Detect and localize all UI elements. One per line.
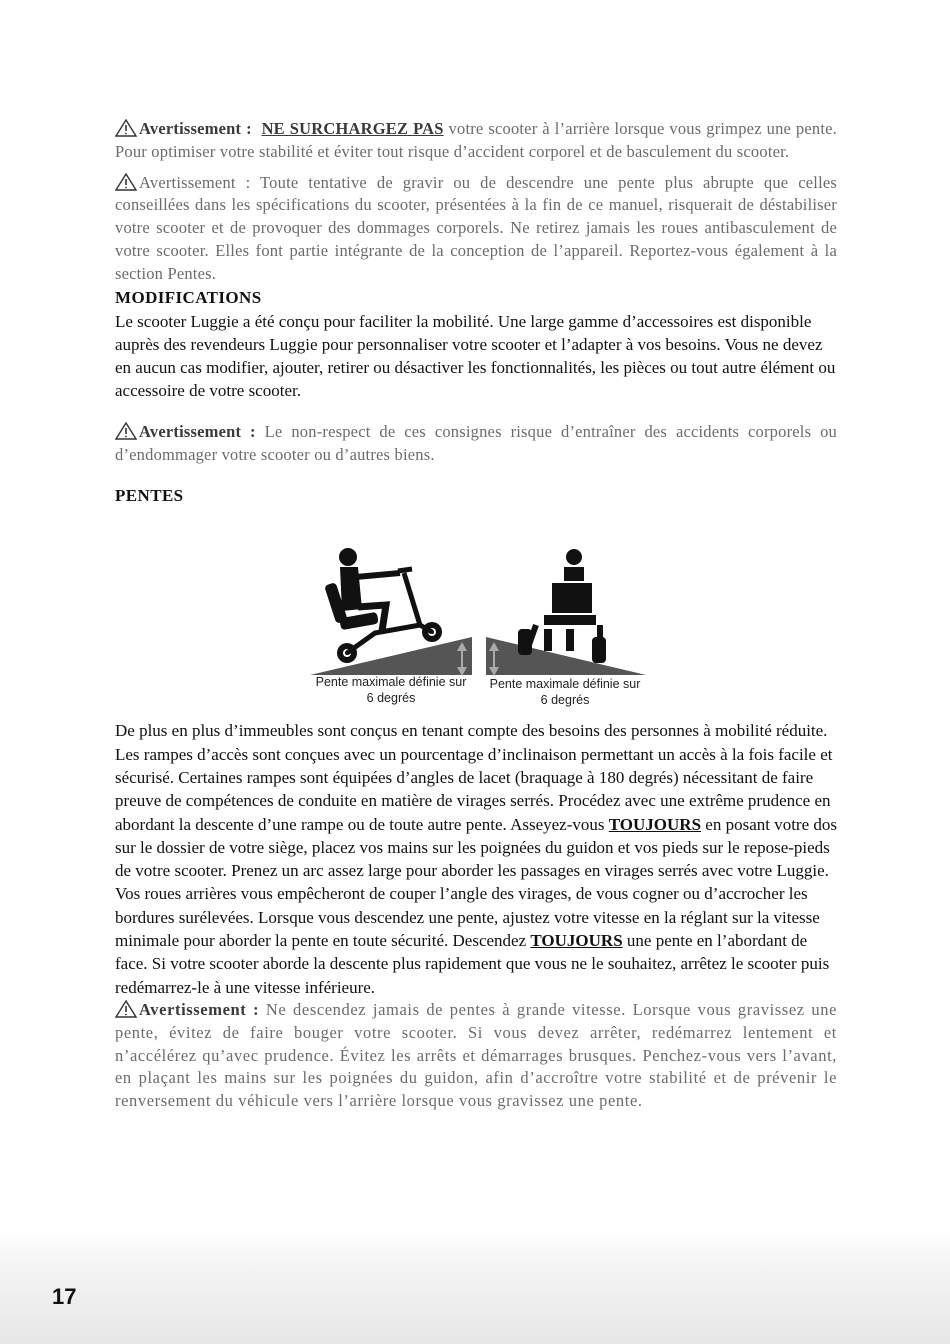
warning-text: Le non-respect de ces consignes risque d’entraîner des accidents corporels ou d’endommager votre scooter ou d’autres biens. [115,421,837,464]
page-number: 17 [52,1284,77,1309]
caption-left-line1: Pente maximale définie sur [315,675,467,689]
figure-caption-left [306,674,476,706]
caption-left-line2: 6 degrés [366,691,416,705]
page-footer-background [0,1230,950,1344]
pentes-text-part1: De plus en plus d’immeubles sont conçus en tenant compte des besoins des personnes à mobilité réduite. Les rampes d’accès sont conçues avec un pourcentage d’inclinaison permettant un accès à la fois facile et sécurisé. Certaines rampes sont équipées d’angles de lacet (braquage à 180 degrés) nécessitant de faire preuve de compétences de conduite en matière de virages serrés. Procédez avec une extrême prudence en abordant la descente d’une rampe ou de toute autre pente. Asseyez-vous [115,721,833,834]
warning-text: Avertissement : Toute tentative de gravir ou de descendre une pente plus abrupte que celles conseillées dans les spécifications du scooter, présentées à la fin de ce manuel, risquerait de déstabiliser votre scooter et de provoquer des dommages corporels. Ne retirez jamais les roues antibasculement de votre scooter. Elles font partie intégrante de la conception de l’appareil. Reportez-vous également à la section Pentes. [115,172,837,283]
warning-triangle-icon [115,173,137,191]
modifications-text: Le scooter Luggie a été conçu pour faciliter la mobilité. Une large gamme d’accessoires est disponible auprès des revendeurs Luggie pour personnaliser votre scooter et l’adapter à vos besoins. Vous ne devez en aucun cas modifier, ajouter, retirer ou désactiver les fonctionnalités, les pièces ou tout autre élément ou accessoire de votre scooter. [115,311,836,401]
warning-noncompliance [115,421,837,467]
section-heading-modifications: MODIFICATIONS [115,287,262,307]
figure-caption-right [480,676,650,708]
emphasis-toujours: TOUJOURS [608,814,702,834]
warning-text: Ne descendez jamais de pentes à grande vitesse. Lorsque vous gravissez une pente, évitez de faire bouger votre scooter. Si vous devez arrêter, redémarrez lentement et n’accélérez qu’avec prudence. Évitez les arrêts et démarrages brusques. Penchez-vous vers l’avant, en plaçant les mains sur les poignées du guidon, afin d’accroître votre stabilité et de prévenir le renversement du véhicule vers l’arrière lorsque vous gravissez une pente. [115,999,837,1111]
descending-scooter-illustration [486,549,646,676]
warning-text: votre scooter à l’arrière lorsque vous grimpez une pente. Pour optimiser votre stabilité et éviter tout risque d’accident corporel et de basculement du scooter. [115,119,837,161]
warning-overload [115,118,837,164]
warning-label: Avertissement : [139,999,260,1019]
caption-right-line1: Pente maximale définie sur [489,677,641,691]
warning-steep-slope [115,172,837,286]
warning-emphasis: NE SURCHARGEZ PAS [261,119,444,138]
caption-right-line2: 6 degrés [540,693,590,707]
slope-figure [300,545,660,710]
warning-triangle-icon [115,1000,137,1018]
warning-label: Avertissement : [139,119,252,138]
pentes-body-text [115,719,837,999]
pentes-text-part3: une pente en l’abordant de face. Si votre scooter aborde la descente plus rapidement que vous ne le souhaitez, arrêtez le scooter puis redémarrez-le à une vitesse inférieure. [115,931,830,997]
warning-label: Avertissement : [139,421,256,441]
warning-speed [115,999,837,1113]
warning-triangle-icon [115,119,137,137]
emphasis-toujours: TOUJOURS [530,931,623,951]
slope-illustration [300,545,660,685]
pentes-text-part2: en posant votre dos sur le dossier de votre siège, placez vos mains sur les poignées du guidon et vos pieds sur le repose-pieds de votre scooter. Prenez un arc assez large pour aborder les passages en virages serrés avec votre Luggie. Vos roues arrières vous empêcheront de couper l’angle des virages, de vous cogner ou d’accrocher les bordures surélevées. Lorsque vous descendez une pente, ajustez votre vitesse en la réglant sur la vitesse minimale pour aborder la pente en toute sécurité. Descendez [115,814,838,951]
ascending-scooter-illustration [310,548,472,676]
section-heading-pentes: PENTES [115,486,184,506]
warning-triangle-icon [115,422,137,440]
